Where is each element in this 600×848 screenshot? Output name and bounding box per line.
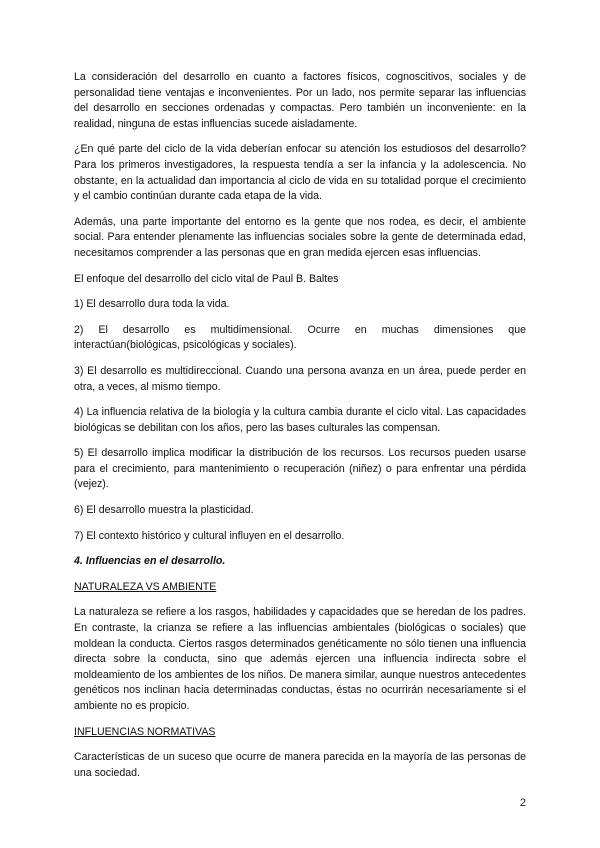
principle-item: 4) La influencia relativa de la biología y la cultura cambia durante el ciclo vital. Las capacidades biológicas se debilitan con los años, pero las bases culturales las compensan. [74,406,526,434]
principle-item: 1) El desarrollo dura toda la vida. [74,298,230,311]
subheading-normative-influences: INFLUENCIAS NORMATIVAS [74,725,216,738]
paragraph-life-cycle-focus: ¿En qué parte del ciclo de la vida deberían enfocar su atención los estudiosos del desarrollo? Para los primeros investigadores, la respuesta tendía a ser la infancia y la adolescencia. No obstante, en la actualidad dan importancia al ciclo de vida en su totalidad porque el crecimiento y el cambio continúan durante cada etapa de la vida. [74,143,526,203]
paragraph-social-environment: Además, una parte importante del entorno es la gente que nos rodea, es decir, el ambiente social. Para entender plenamente las influencias sociales sobre la gente de determinada edad, necesitamos comprender a las personas que en gran medida ejercen esas influencias. [74,215,526,259]
section-heading: 4. Influencias en el desarrollo. [74,555,226,568]
paragraph-baltes-approach: El enfoque del desarrollo del ciclo vital de Paul B. Baltes [74,272,339,285]
principle-item: 5) El desarrollo implica modificar la distribución de los recursos. Los recursos pueden usarse para el crecimiento, para mantenimiento o recuperación (niñez) o para enfrentar una pérdida (vejez). [74,447,526,491]
paragraph-nature-vs-environment: La naturaleza se refiere a los rasgos, habilidades y capacidades que se heredan de los padres. En contraste, la crianza se refiere a las influencias ambientales (biológicas o sociales) que moldean la conducta. Ciertos rasgos determinados genéticamente no sólo tienen una influencia directa sobre la conducta, sino que además ejercen una influencia indirecta sobre el moldeamiento de los ambientes de los niños. De manera similar, aunque nuestros antecedentes genéticos nos inclinan hacia determinadas conductas, éstas no ocurrirán necesariamente si el ambiente no es propicio. [74,606,526,712]
paragraph-normative-influences: Características de un suceso que ocurre de manera parecida en la mayoría de las personas de una sociedad. [74,751,526,779]
page-number: 2 [519,797,526,809]
principle-item: 7) El contexto histórico y cultural influyen en el desarrollo. [74,529,345,542]
principle-item: 2) El desarrollo es multidimensional. Ocurre en muchas dimensiones que interactúan(biológicas, psicológicas y sociales). [74,323,526,352]
subheading-nature-vs-environment: NATURALEZA VS AMBIENTE [74,580,217,593]
page-content [74,70,526,791]
principle-item: 3) El desarrollo es multidireccional. Cuando una persona avanza en un área, puede perder en otra, a veces, al mismo tiempo. [74,364,526,393]
principle-item: 6) El desarrollo muestra la plasticidad. [74,504,254,517]
paragraph-development-factors: La consideración del desarrollo en cuanto a factores físicos, cognoscitivos, sociales y de personalidad tiene ventajas e inconvenientes. Por un lado, nos permite separar las influencias del desarrollo en secciones ordenadas y compactas. Pero también un inconveniente: en la realidad, ninguna de estas influencias sucede aisladamente. [74,71,526,130]
